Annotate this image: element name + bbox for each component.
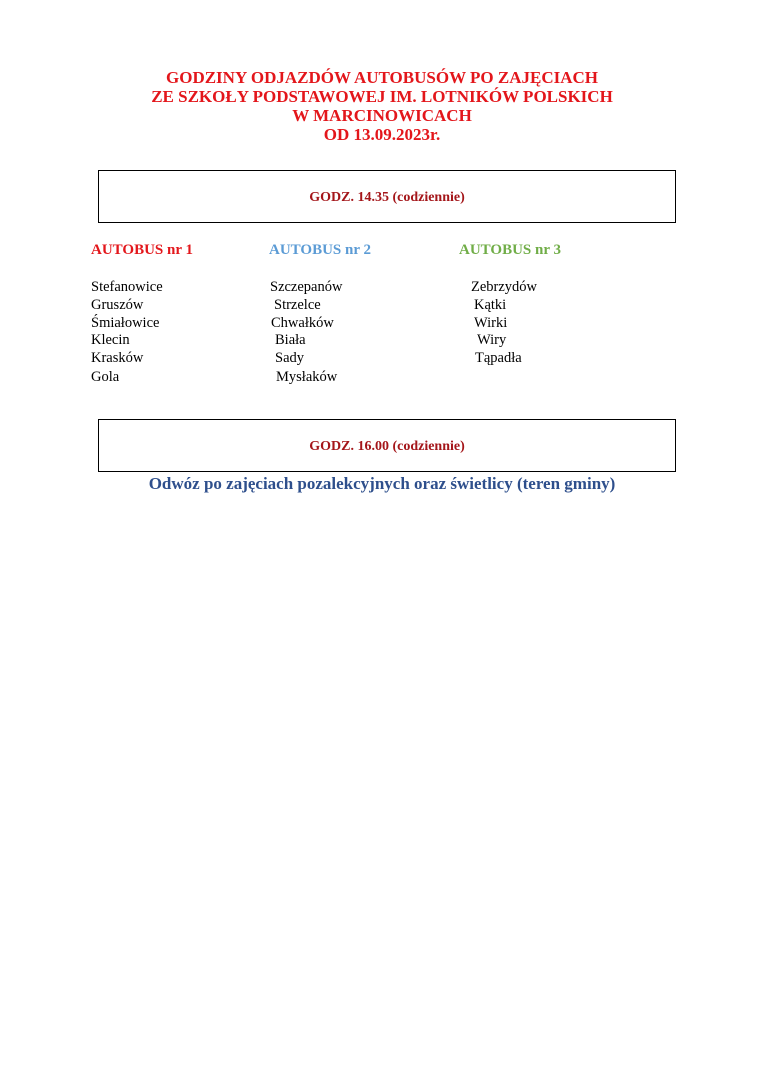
bus-2-stop: Strzelce: [274, 297, 321, 313]
bus-3-stop: Wiry: [477, 332, 507, 348]
bus-3-stop: Wirki: [474, 315, 508, 331]
schedule-time-1600: GODZ. 16.00 (codziennie): [309, 439, 465, 454]
bus-1-stop: Klecin: [91, 332, 130, 348]
bus-2-stop: Biała: [275, 332, 306, 348]
bus-1-stop: Stefanowice: [91, 279, 163, 295]
bus-3-heading: AUTOBUS nr 3: [459, 242, 561, 258]
title-line-2: ZE SZKOŁY PODSTAWOWEJ IM. LOTNIKÓW POLSKICH: [151, 87, 613, 106]
schedule-time-1435: GODZ. 14.35 (codziennie): [309, 190, 465, 205]
bus-1-heading: AUTOBUS nr 1: [91, 242, 193, 258]
bus-1-stop: Gruszów: [91, 297, 144, 313]
title-line-1: GODZINY ODJAZDÓW AUTOBUSÓW PO ZAJĘCIACH: [166, 68, 598, 87]
schedule-box-1600: [98, 419, 676, 472]
bus-1-stop: Śmiałowice: [91, 315, 160, 331]
afterschool-note: Odwóz po zajęciach pozalekcyjnych oraz świetlicy (teren gminy): [148, 474, 616, 493]
title-line-3: W MARCINOWICACH: [292, 106, 472, 125]
bus-2-stop: Sady: [275, 350, 304, 366]
bus-3-stop: Tąpadła: [475, 350, 522, 366]
bus-3-stop: Kątki: [474, 297, 507, 313]
bus-1-stop: Krasków: [91, 350, 144, 366]
bus-2-stop: Mysłaków: [276, 369, 338, 385]
bus-2-stop: Chwałków: [271, 315, 334, 331]
document-title: [0, 68, 764, 144]
bus-3-stop: Zebrzydów: [471, 279, 538, 295]
bus-2-heading: AUTOBUS nr 2: [269, 242, 371, 258]
title-line-4: OD 13.09.2023r.: [323, 125, 441, 144]
schedule-box-1435: [98, 170, 676, 223]
bus-1-stop: Gola: [91, 369, 120, 385]
bus-2-stop: Szczepanów: [270, 279, 343, 295]
